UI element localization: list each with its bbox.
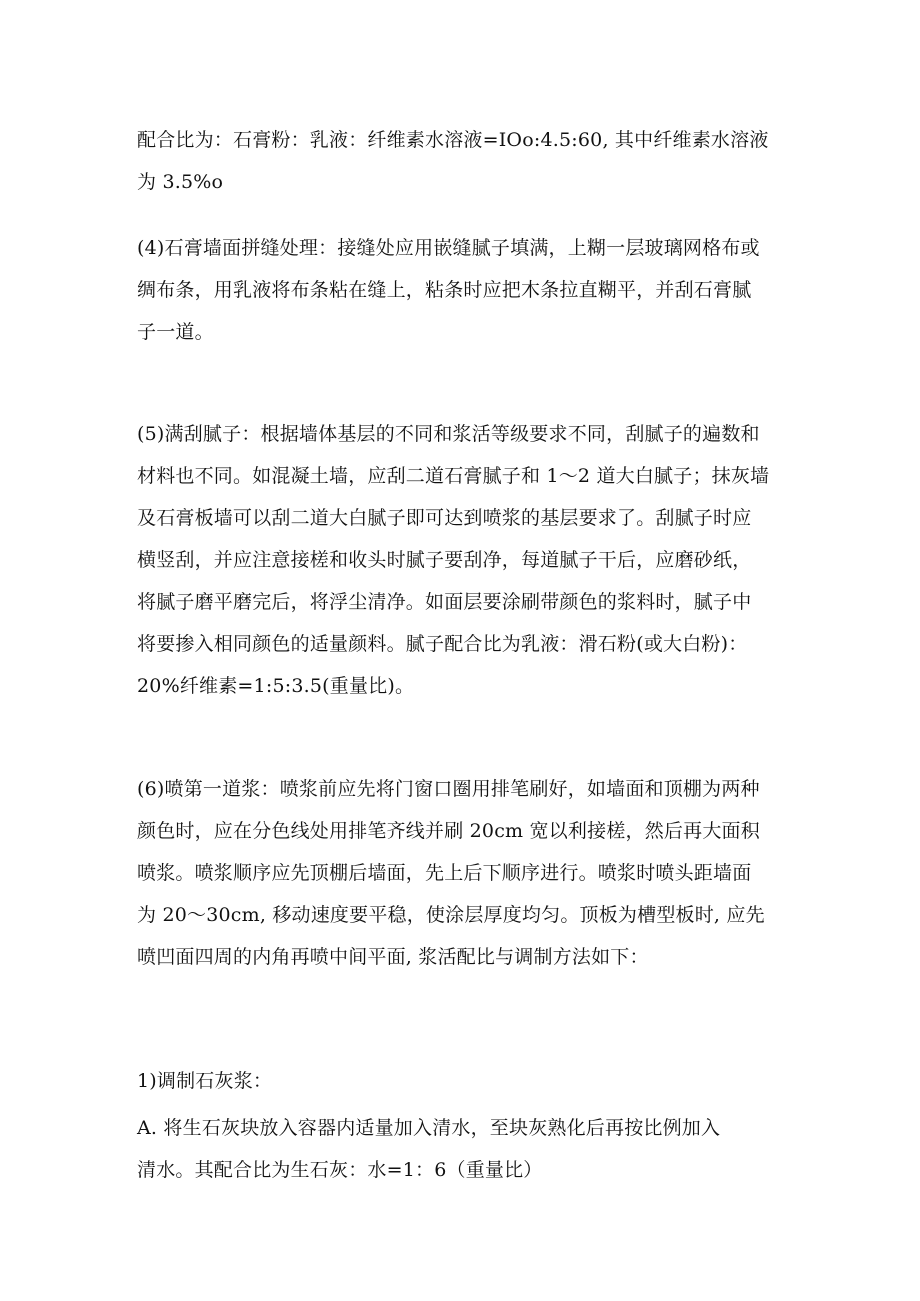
paragraph-putty: [137, 413, 797, 707]
text-line: 配合比为：石膏粉：乳液：纤维素水溶液=IOo:4.5:60, 其中纤维素水溶液: [137, 129, 769, 151]
text-line: A. 将生石灰块放入容器内适量加入清水，至块灰熟化后再按比例加入: [137, 1117, 721, 1139]
text-line: 喷浆。喷浆顺序应先顶棚后墙面，先上后下顺序进行。喷浆时喷头距墙面: [137, 862, 752, 884]
paragraph-mix-ratio: [137, 119, 797, 203]
text-line: 横竖刮，并应注意接槎和收头时腻子要刮净，每道腻子干后，应磨砂纸，: [137, 549, 752, 571]
text-line: 子一道。: [137, 321, 214, 343]
paragraph-first-spray: [137, 768, 797, 978]
text-line: 将腻子磨平磨完后，将浮尘清净。如面层要涂刷带颜色的浆料时，腻子中: [137, 591, 752, 613]
text-line: (4)石膏墙面拼缝处理：接缝处应用嵌缝腻子填满，上糊一层玻璃网格布或: [137, 237, 760, 259]
text-line: (5)满刮腻子：根据墙体基层的不同和浆活等级要求不同，刮腻子的遍数和: [137, 423, 760, 445]
paragraph-gypsum-joint: [137, 227, 797, 353]
text-line: 喷凹面四周的内角再喷中间平面, 浆活配比与调制方法如下：: [137, 946, 649, 968]
text-line: 材料也不同。如混凝土墙，应刮二道石膏腻子和 1～2 道大白腻子；抹灰墙: [137, 465, 770, 487]
text-line: (6)喷第一道浆：喷浆前应先将门窗口圈用排笔刷好，如墙面和顶棚为两种: [137, 778, 760, 800]
text-line: 颜色时，应在分色线处用排笔齐线并刷 20cm 宽以利接槎，然后再大面积: [137, 820, 760, 842]
paragraph-lime-slurry-step-a: [137, 1107, 797, 1191]
text-line: 绸布条，用乳液将布条粘在缝上，粘条时应把木条拉直糊平，并刮石膏腻: [137, 279, 752, 301]
text-line: 为 3.5%o: [137, 171, 224, 193]
text-line: 将要掺入相同颜色的适量颜料。腻子配合比为乳液：滑石粉(或大白粉)：: [137, 633, 748, 655]
paragraph-lime-slurry-heading: [137, 1060, 797, 1102]
text-line: 清水。其配合比为生石灰：水=1：6（重量比）: [137, 1159, 543, 1181]
text-line: 1)调制石灰浆：: [137, 1070, 273, 1092]
text-line: 20%纤维素=1:5:3.5(重量比)。: [137, 675, 415, 697]
text-line: 为 20～30cm, 移动速度要平稳，使涂层厚度均匀。顶板为槽型板时, 应先: [137, 904, 765, 926]
text-line: 及石膏板墙可以刮二道大白腻子即可达到喷浆的基层要求了。刮腻子时应: [137, 507, 752, 529]
